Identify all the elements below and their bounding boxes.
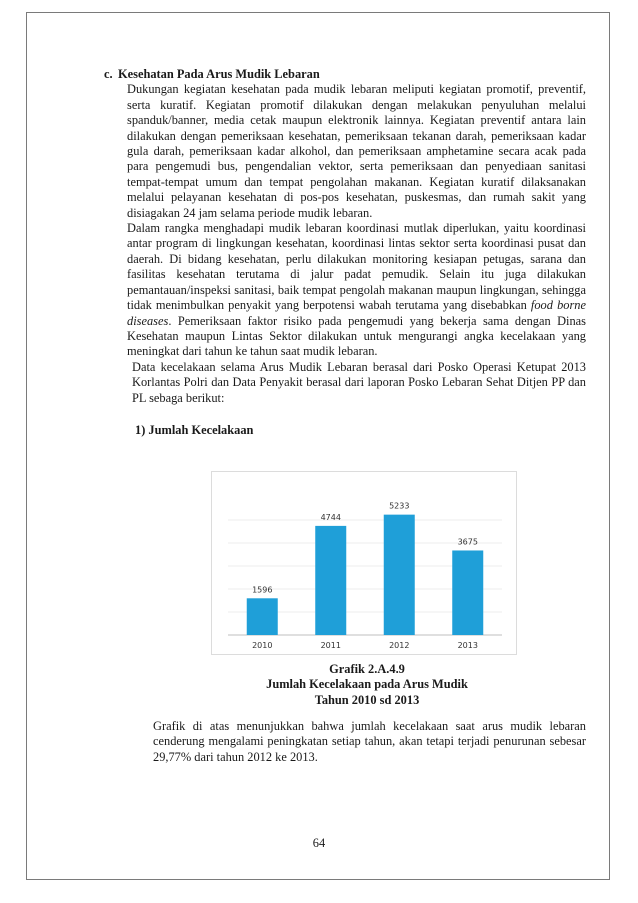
bar-2011: [315, 526, 346, 635]
caption-years: Tahun 2010 sd 2013: [314, 692, 420, 707]
data-label-2010: 1596: [252, 585, 273, 595]
data-label-2013: 3675: [457, 537, 478, 547]
section-heading: [104, 67, 586, 82]
section-marker: c.: [104, 67, 113, 81]
data-label-2011: 4744: [320, 512, 341, 522]
paragraph-data-source: Data kecelakaan selama Arus Mudik Lebaran berasal dari Posko Operasi Ketupat 2013 Korlantas Polri dan Data Penyakit berasal dari laporan Posko Lebaran Sehat Ditjen PP dan PL sebaga berikut:: [132, 359, 586, 405]
paragraph-kegiatan: Dukungan kegiatan kesehatan pada mudik lebaran meliputi kegiatan promotif, preventif, serta kuratif. Kegiatan promotif dilakukan dengan melakukan penyuluhan melalui spanduk/banner, media cetak maupun elektronik lainnya. Kegiatan preventif antara lain dilakukan dengan pemeriksaan kesehatan, pemeriksaan tekanan darah, pemeriksaan kadar gula darah, pemeriksaan kadar alkohol, dan pemeriksaan amphetamine secara acak pada para pengemudi bus, pengendalian vektor, serta pemeriksaan dan penyediaan sanitasi tempat-tempat umum dan tempat pengolahan makanan. Kegiatan kuratif dilaksanakan melalui pelayanan kesehatan di pos-pos kesehatan, puskesmas, dan rumah sakit yang disiagakan 24 jam selama periode mudik lebaran.: [127, 82, 586, 220]
tick-label-2011: 2011: [320, 641, 341, 650]
paragraph-koordinasi: [127, 221, 586, 360]
bar-2010: [247, 598, 278, 635]
section-title: Kesehatan Pada Arus Mudik Lebaran: [118, 67, 320, 81]
page-number: 64: [312, 836, 326, 850]
bar-2013: [452, 550, 483, 635]
tick-label-2013: 2013: [457, 641, 478, 650]
paragraph-koordinasi-italic: food borne diseases: [127, 298, 586, 328]
caption-title: Jumlah Kecelakaan pada Arus Mudik: [266, 677, 468, 692]
caption-number: Grafik 2.A.4.9: [329, 662, 405, 676]
accident-chart-svg: [212, 472, 516, 654]
tick-label-2012: 2012: [389, 641, 410, 650]
accident-chart: [211, 471, 517, 655]
section-content: [104, 67, 586, 438]
subheading-jumlah-kecelakaan: 1) Jumlah Kecelakaan: [135, 422, 254, 437]
bar-2012: [384, 515, 415, 635]
paragraph-koordinasi-text-end: . Pemeriksaan faktor risiko pada pengemudi yang bekerja sama dengan Dinas Kesehatan maupun Lintas Sektor dilakukan untuk mengurangi angka kecelakaan yang meningkat dari tahun ke tahun saat mudik lebaran.: [127, 313, 586, 359]
data-label-2012: 5233: [389, 501, 410, 511]
paragraph-conclusion: Grafik di atas menunjukkan bahwa jumlah kecelakaan saat arus mudik lebaran cenderung mengalami peningkatan setiap tahun, akan tetapi terjadi penurunan sebesar 29,77% dari tahun 2012 ke 2013.: [153, 719, 586, 764]
chart-caption: [212, 662, 522, 708]
tick-label-2010: 2010: [252, 641, 273, 650]
paragraph-koordinasi-text: Dalam rangka menghadapi mudik lebaran koordinasi mutlak diperlukan, yaitu koordinasi antar program di lingkungan kesehatan, koordinasi lintas sektor serta koordinasi pusat dan daerah. Di bidang kesehatan, perlu dilakukan monitoring kesiapan petugas, sarana dan fasilitas kesehatan terutama di jalur padat pemudik. Selain itu juga dilakukan pemantauan/inspeksi sanitasi, baik tempat pengolah makanan maupun lingkungan, sehingga tidak menimbulkan penyakit yang berpotensi wabah terutama yang disebabkan: [127, 221, 586, 313]
